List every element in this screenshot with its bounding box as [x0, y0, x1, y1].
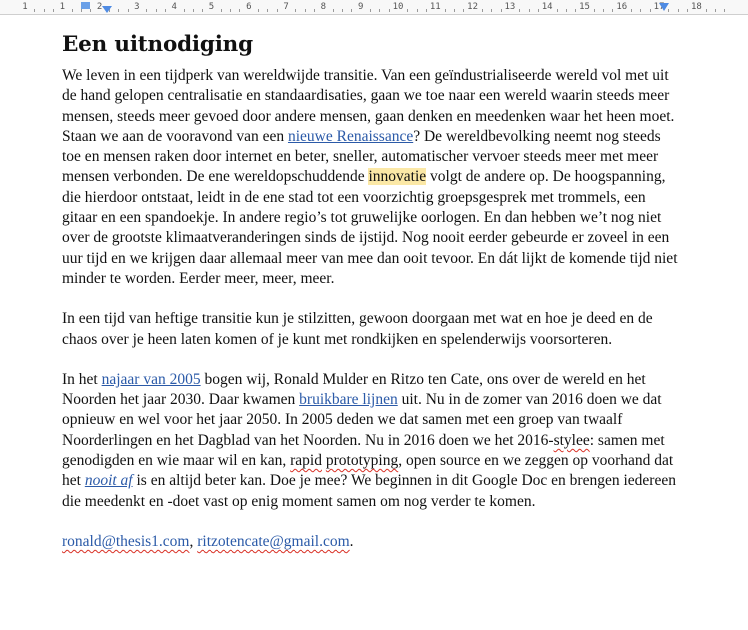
paragraph-3	[62, 370, 682, 512]
ruler-tick	[519, 9, 520, 12]
ruler-number: 15	[579, 2, 590, 12]
ruler-tick	[715, 9, 716, 12]
p4-separator: ,	[189, 532, 198, 550]
ruler-number: 10	[392, 2, 404, 12]
ruler-tick	[454, 9, 455, 12]
ruler-tick	[594, 9, 595, 12]
document-body[interactable]	[62, 30, 682, 552]
ruler-tick	[53, 9, 54, 12]
p1-text-c: volgt de andere op. De hoogspanning, die hierdoor ontstaat, leidt in de ene stad tot een voorzichtig groepsgesprek met trommels, een gitaar en een spandoekje. In andere regio’s tot gruwelijke oorlogen. En dan hebben we’t nog niet over de grootste klimaatveranderingen sinds de ijstijd. Nog nooit eerder gebeurde er zoveel in een uur tijd en we krijgen daar allemaal meer van mee dan ooit tevoor. En dát lijkt de komende tijd niet minder te worden. Eerder meer, meer, meer.	[62, 168, 678, 287]
ruler-tick	[202, 9, 203, 12]
p3-text-f: , open source en we zeggen op voorhand dat het	[62, 452, 674, 490]
ruler-tick	[724, 9, 725, 12]
ruler-number: 1	[22, 2, 28, 12]
document-title: Een uitnodiging	[62, 32, 253, 57]
p3-text-g: is en altijd beter kan. Doe je mee? We beginnen in dit Google Doc en brengen iedereen die meedenkt en -doet vast op enig moment samen om nog verder te komen.	[62, 472, 676, 510]
ruler-tick	[90, 9, 91, 12]
p3-text-d: : samen met genodigden en wie maar wil en kan,	[62, 431, 665, 470]
ruler-tick	[239, 9, 240, 12]
ruler-tick	[370, 9, 371, 12]
ruler-tick	[156, 9, 157, 12]
ruler-tick	[258, 9, 259, 12]
ruler-tick	[342, 9, 343, 12]
ruler-tick	[295, 9, 296, 12]
ruler-tick	[118, 9, 119, 12]
ruler-number: 1	[59, 2, 66, 12]
ruler-tick	[445, 9, 446, 12]
ruler-tick	[184, 9, 185, 12]
p1-text-b: ? De wereldbevolking neemt nog steeds toe en mensen raken door internet en beter, sneller, automatischer vervoer steeds meer met meer mensen verbonden. De ene wereldopschuddende	[62, 127, 661, 186]
ruler-tick	[631, 9, 632, 12]
ruler-tick	[128, 9, 129, 12]
ruler-tick	[379, 9, 380, 12]
ruler-tick	[221, 9, 222, 12]
email-link-ritzo[interactable]: ritzotencate@gmail.com	[197, 532, 350, 550]
p3-text-a: In het	[62, 370, 102, 388]
ruler-number: 11	[429, 2, 441, 12]
ruler-number: 18	[690, 2, 702, 12]
ruler-number: 17	[653, 2, 665, 12]
ruler-number: 9	[357, 2, 364, 12]
ruler-tick	[706, 9, 707, 12]
ruler-tick	[230, 9, 231, 12]
ruler-tick	[566, 9, 567, 12]
ruler-tick	[650, 9, 651, 12]
ruler-tick	[417, 9, 418, 12]
ruler-number: 14	[541, 2, 553, 12]
ruler-tick	[529, 9, 530, 12]
ruler-tick	[491, 9, 492, 12]
ruler-tick	[146, 9, 147, 12]
ruler-tick	[277, 9, 278, 12]
ruler-tick	[193, 9, 194, 12]
ruler-number: 3	[134, 2, 140, 12]
ruler-tick	[557, 9, 558, 12]
ruler-tick	[575, 9, 576, 12]
email-link-ronald[interactable]: ronald@thesis1.com	[62, 532, 190, 550]
ruler-tick	[81, 9, 82, 12]
ruler-tick	[687, 9, 688, 12]
spellcheck-word-prototyping[interactable]: prototyping	[325, 452, 399, 470]
ruler-tick	[501, 9, 502, 12]
ruler-tick	[351, 9, 352, 12]
ruler-tick	[333, 9, 334, 12]
p3-text-b: bogen wij, Ronald Mulder en Ritzo ten Cate, ons over de wereld en het Noorden het jaar 2030. Daar kwamen	[62, 370, 646, 409]
ruler-tick	[165, 9, 166, 12]
paragraph-4	[62, 532, 682, 552]
p3-text-c: uit. Nu in de zomer van 2016 doen we dat opnieuw en wel voor het jaar 2050. In 2005 deden we dat samen met een groep van twaalf Noorderlingen en het Dagblad van het Noorden. Nu in 2016 doen we het 2016-	[62, 391, 662, 449]
spellcheck-word-rapid[interactable]: rapid	[290, 452, 322, 470]
highlighted-word-innovatie: innovatie	[368, 168, 427, 186]
ruler-tick	[426, 9, 427, 12]
ruler-tick	[640, 9, 641, 12]
ruler-tick	[34, 9, 35, 12]
ruler-tick	[267, 9, 268, 12]
ruler-ticks	[0, 0, 748, 14]
link-nooit-af[interactable]: nooit af	[84, 472, 133, 490]
ruler-number: 13	[504, 2, 516, 12]
ruler-tick	[482, 9, 483, 12]
ruler-tick	[407, 9, 408, 12]
horizontal-ruler[interactable]	[0, 0, 748, 15]
ruler-tick	[389, 9, 390, 12]
ruler-number: 5	[208, 2, 215, 12]
paragraph-1	[62, 66, 682, 289]
spellcheck-word-stylee[interactable]: stylee	[553, 431, 590, 449]
left-indent-marker[interactable]	[102, 6, 112, 13]
link-najaar-van-2005[interactable]: najaar van 2005	[101, 370, 201, 388]
p4-end: .	[349, 532, 354, 550]
link-nieuwe-renaissance[interactable]: nieuwe Renaissance	[287, 127, 414, 145]
ruler-number: 12	[467, 2, 479, 12]
ruler-tick	[612, 9, 613, 12]
ruler-number: 2	[96, 2, 103, 12]
ruler-number: 16	[616, 2, 628, 12]
ruler-tick	[305, 9, 306, 12]
ruler-tick	[72, 9, 73, 12]
paragraph-2: In een tijd van heftige transitie kun je stilzitten, gewoon doorgaan met wat en hoe je deed en de chaos over je heen laten komen of je kunt met rondkijken en spelenderwijs voorsorteren.	[62, 310, 653, 348]
link-bruikbare-lijnen[interactable]: bruikbare lijnen	[299, 391, 398, 409]
first-line-indent-marker[interactable]	[81, 2, 90, 9]
ruler-tick	[678, 9, 679, 12]
ruler-tick	[463, 9, 464, 12]
ruler-tick	[314, 9, 315, 12]
ruler-tick	[44, 9, 45, 12]
p1-text-a: We leven in een tijdperk van wereldwijde transitie. Van een geïndustrialiseerde wereld vol met uit de hand gelopen centralisatie en standaardisaties, gaan we toe naar een wereld waarin steeds meer mensen, steeds meer gevoed door andere mensen, gaan denken en meedenken waar het heen moet. Staan we aan de vooravond van een	[62, 67, 675, 145]
ruler-tick	[538, 9, 539, 12]
ruler-number: 6	[246, 2, 252, 12]
right-indent-marker[interactable]	[659, 3, 669, 11]
ruler-tick	[603, 9, 604, 12]
ruler-number: 7	[283, 2, 289, 12]
ruler-number: 4	[171, 2, 177, 12]
ruler-number: 8	[320, 2, 327, 12]
